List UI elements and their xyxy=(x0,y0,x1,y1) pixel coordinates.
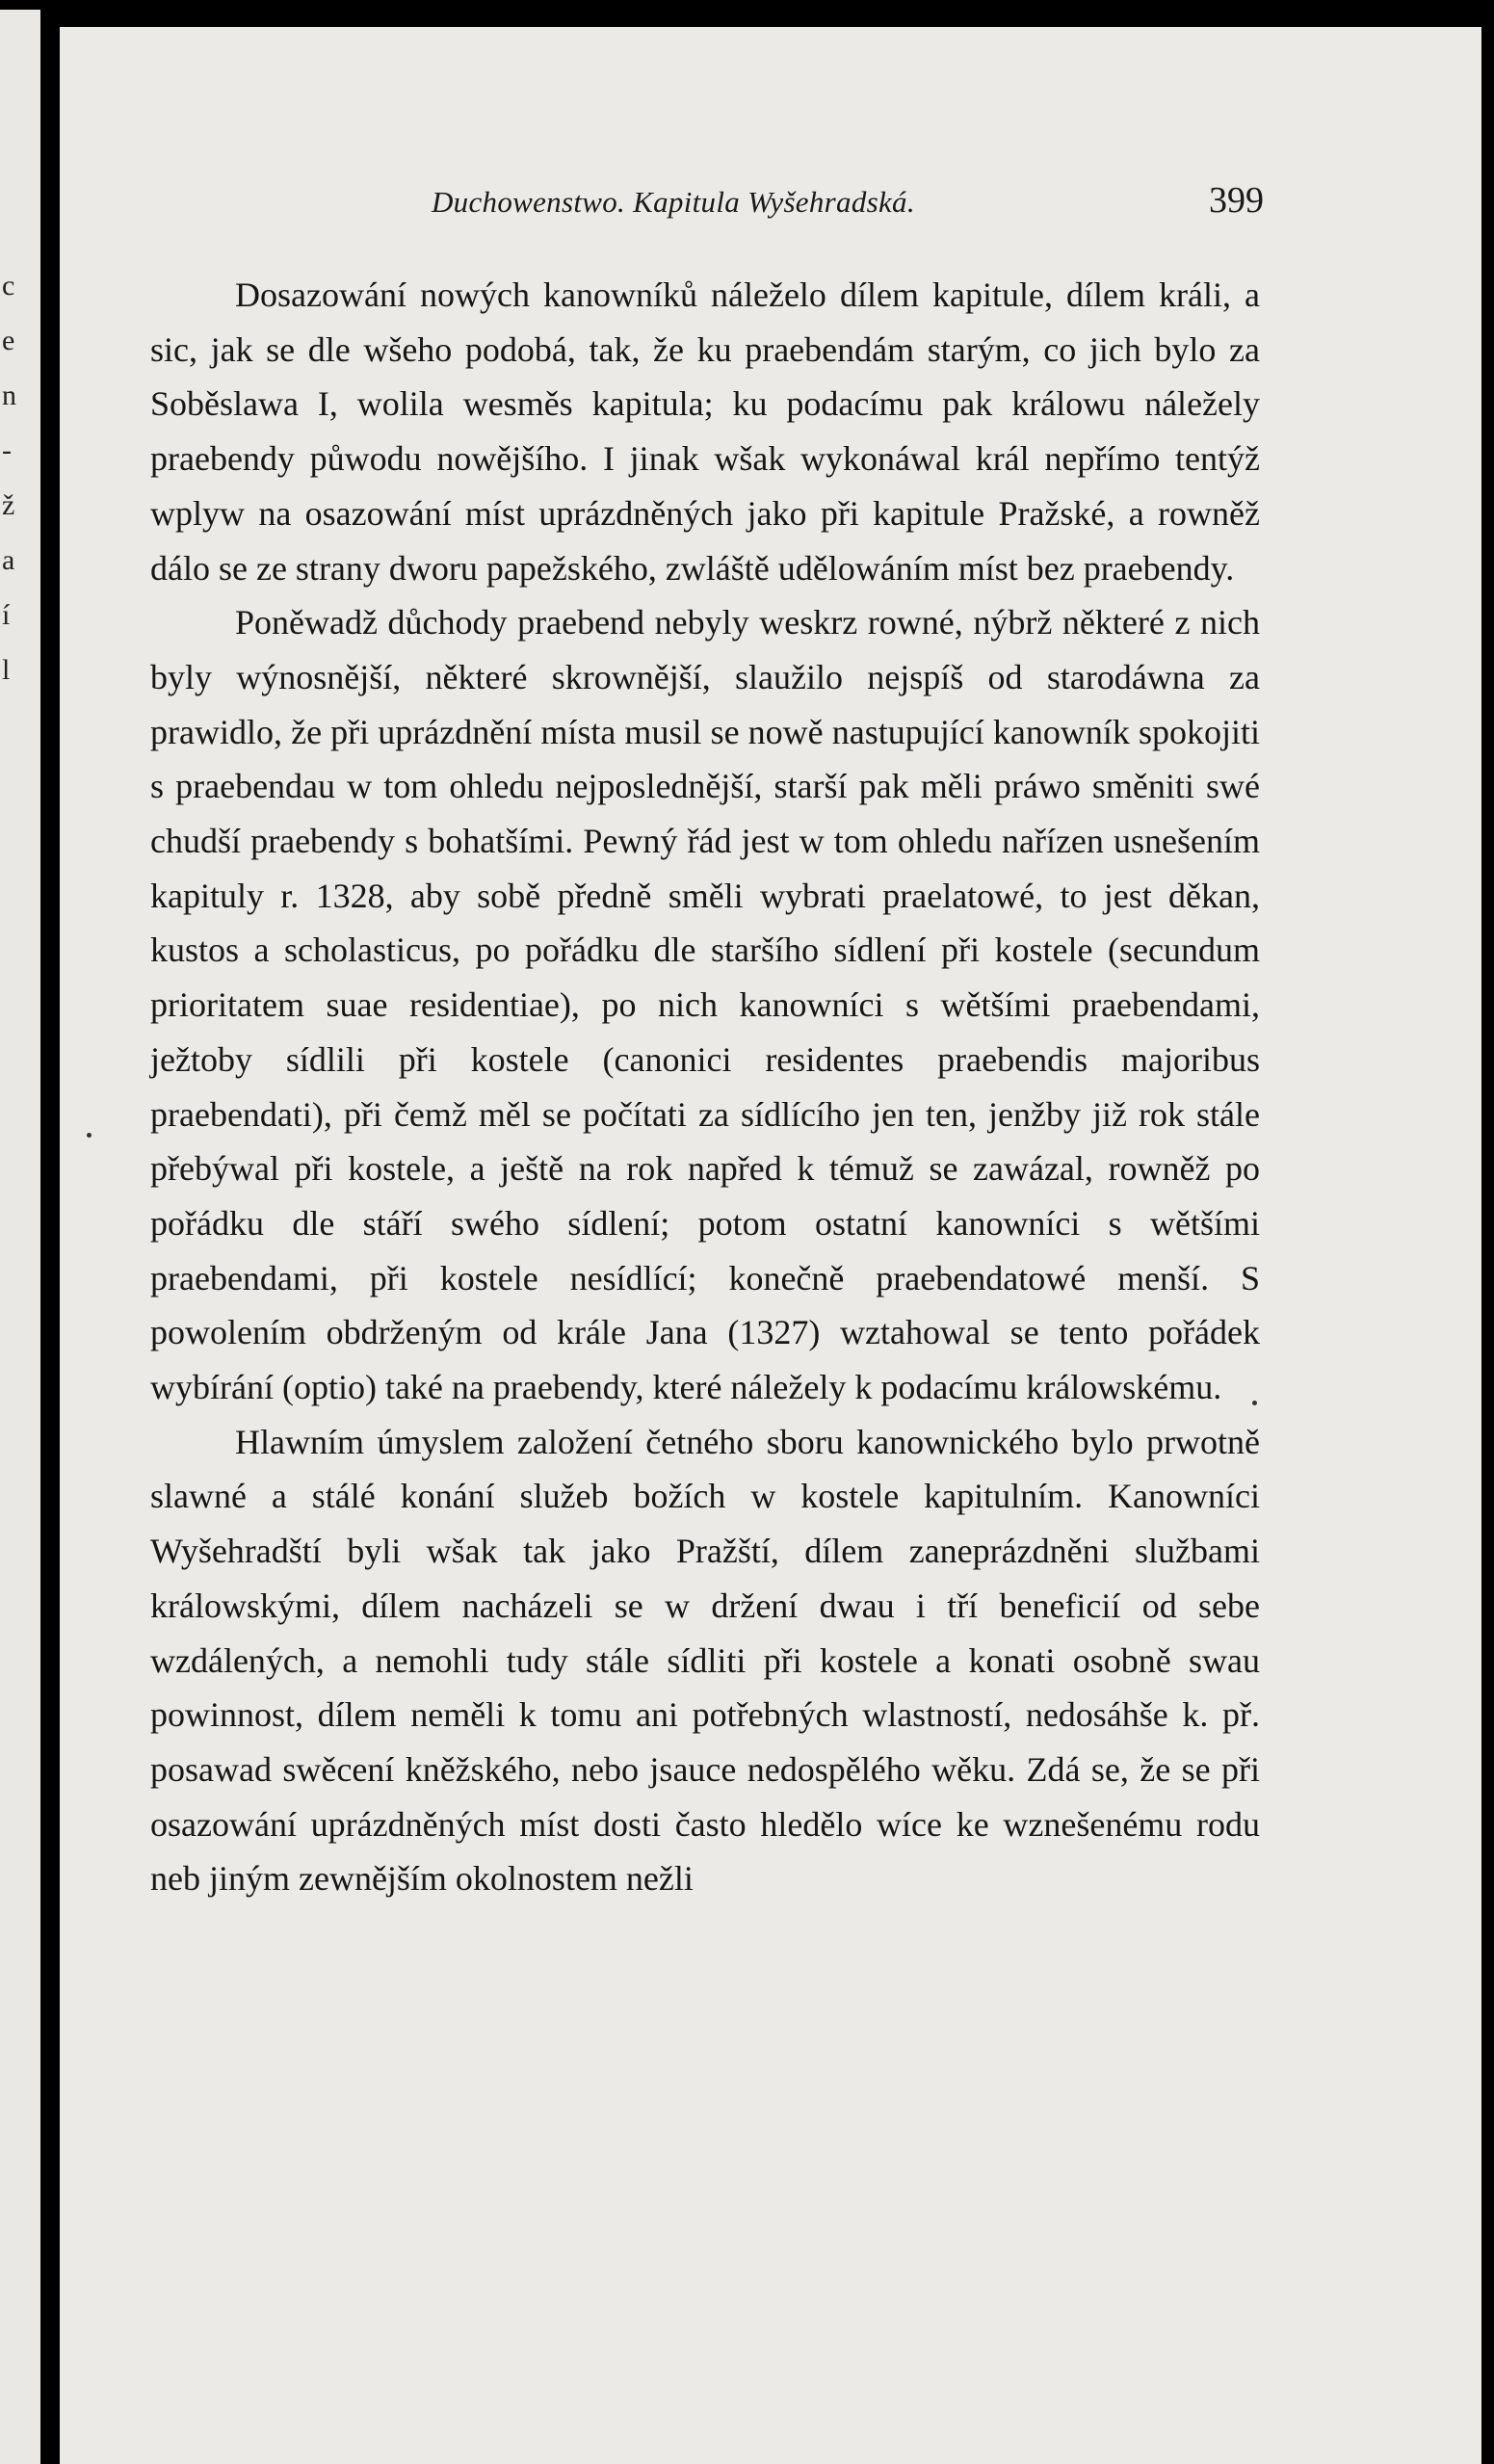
edge-letter: n xyxy=(2,380,16,411)
edge-letter: l xyxy=(2,654,11,686)
edge-letter: ž xyxy=(2,489,15,521)
paragraph: Hlawním úmyslem založení četného sboru kanownického bylo prwotně slawné a stálé konání služeb božích w kostele kapitulním. Kanowníci Wyšehradští byli wšak tak jako Pražští, dílem zaneprázdněni službami králowskými, dílem nacházeli se w držení dwau i tří beneficií od sebe wzdálených, a nemohli tudy stále sídliti při kostele a konati osobně swau powinnost, dílem neměli k tomu ani potřebných wlastností, nedosáhše k. př. posawad swěcení kněžského, nebo jsauce nedospělého wěku. Zdá se, že se při osazowání uprázdněných míst dosti často hledělo wíce ke wznešenému rodu neb jiným zewnějším okolnostem nežli xyxy=(150,1422,1260,1899)
margin-speck xyxy=(87,1133,92,1138)
previous-page-edge xyxy=(0,10,40,2464)
margin-speck xyxy=(1252,1401,1257,1405)
previous-page-letters xyxy=(2,258,35,697)
paragraph: Poněwadž důchody praebend nebyly weskrz rowné, nýbrž některé z nich byly wýnosnější, některé skrownější, slaužilo nejspíš od starodáwna za prawidlo, že při uprázdnění místa musil se nowě nastupující kanowník spokojiti s praebendau w tom ohledu nejposlednější, starší pak měli práwo směniti swé chudší praebendy s bohatšími. Pewný řád jest w tom ohledu nařízen usnešením kapituly r. 1328, aby sobě předně směli wybrati praelatowé, to jest děkan, kustos a scholasticus, po pořádku dle staršího sídlení při kostele (secundum prioritatem suae residentiae), po nich kanowníci s wětšími praebendami, ježtoby sídlili při kostele (canonici residentes praebendis majoribus praebendati), při čemž měl se počítati za sídlícího jen ten, jenžby již rok stále přebýwal při kostele, a ještě na rok napřed k témuž se zawázal, rowněž po pořádku dle stáří swého sídlení; potom ostatní kanowníci s wětšími praebendami, při kostele nesídlící; konečně praebendatowé menší. S powolením obdrženým od krále Jana (1327) wztahowal se tento pořádek wybírání (optio) také na praebendy, které náležely k podacímu králowskému. xyxy=(150,603,1260,1407)
page-number: 399 xyxy=(1209,180,1264,221)
paragraph: Dosazowání nowých kanowníků náleželo dílem kapitule, dílem králi, a sic, jak se dle wšeho podobá, tak, že ku praebendám starým, co jich bylo za Soběslawa I, wolila wesměs kapitula; ku podacímu pak králowu náležely praebendy půwodu nowějšího. I jinak wšak wykonáwal král nepřímo tentýž wplyw na osazowání míst uprázdněných jako při kapitule Pražské, a rowněž dálo se ze strany dworu papežského, zwláště udělowáním míst bez praebendy. xyxy=(150,275,1260,588)
edge-letter: a xyxy=(2,544,15,576)
edge-letter: e xyxy=(2,325,15,356)
book-page xyxy=(60,27,1481,2464)
page-header xyxy=(376,179,1268,233)
edge-letter: c xyxy=(2,270,15,301)
edge-letter: í xyxy=(2,599,11,631)
running-title: Duchowenstwo. Kapitula Wyšehradská. xyxy=(432,185,915,219)
body-text xyxy=(150,268,1260,1906)
edge-letter: - xyxy=(2,434,12,466)
